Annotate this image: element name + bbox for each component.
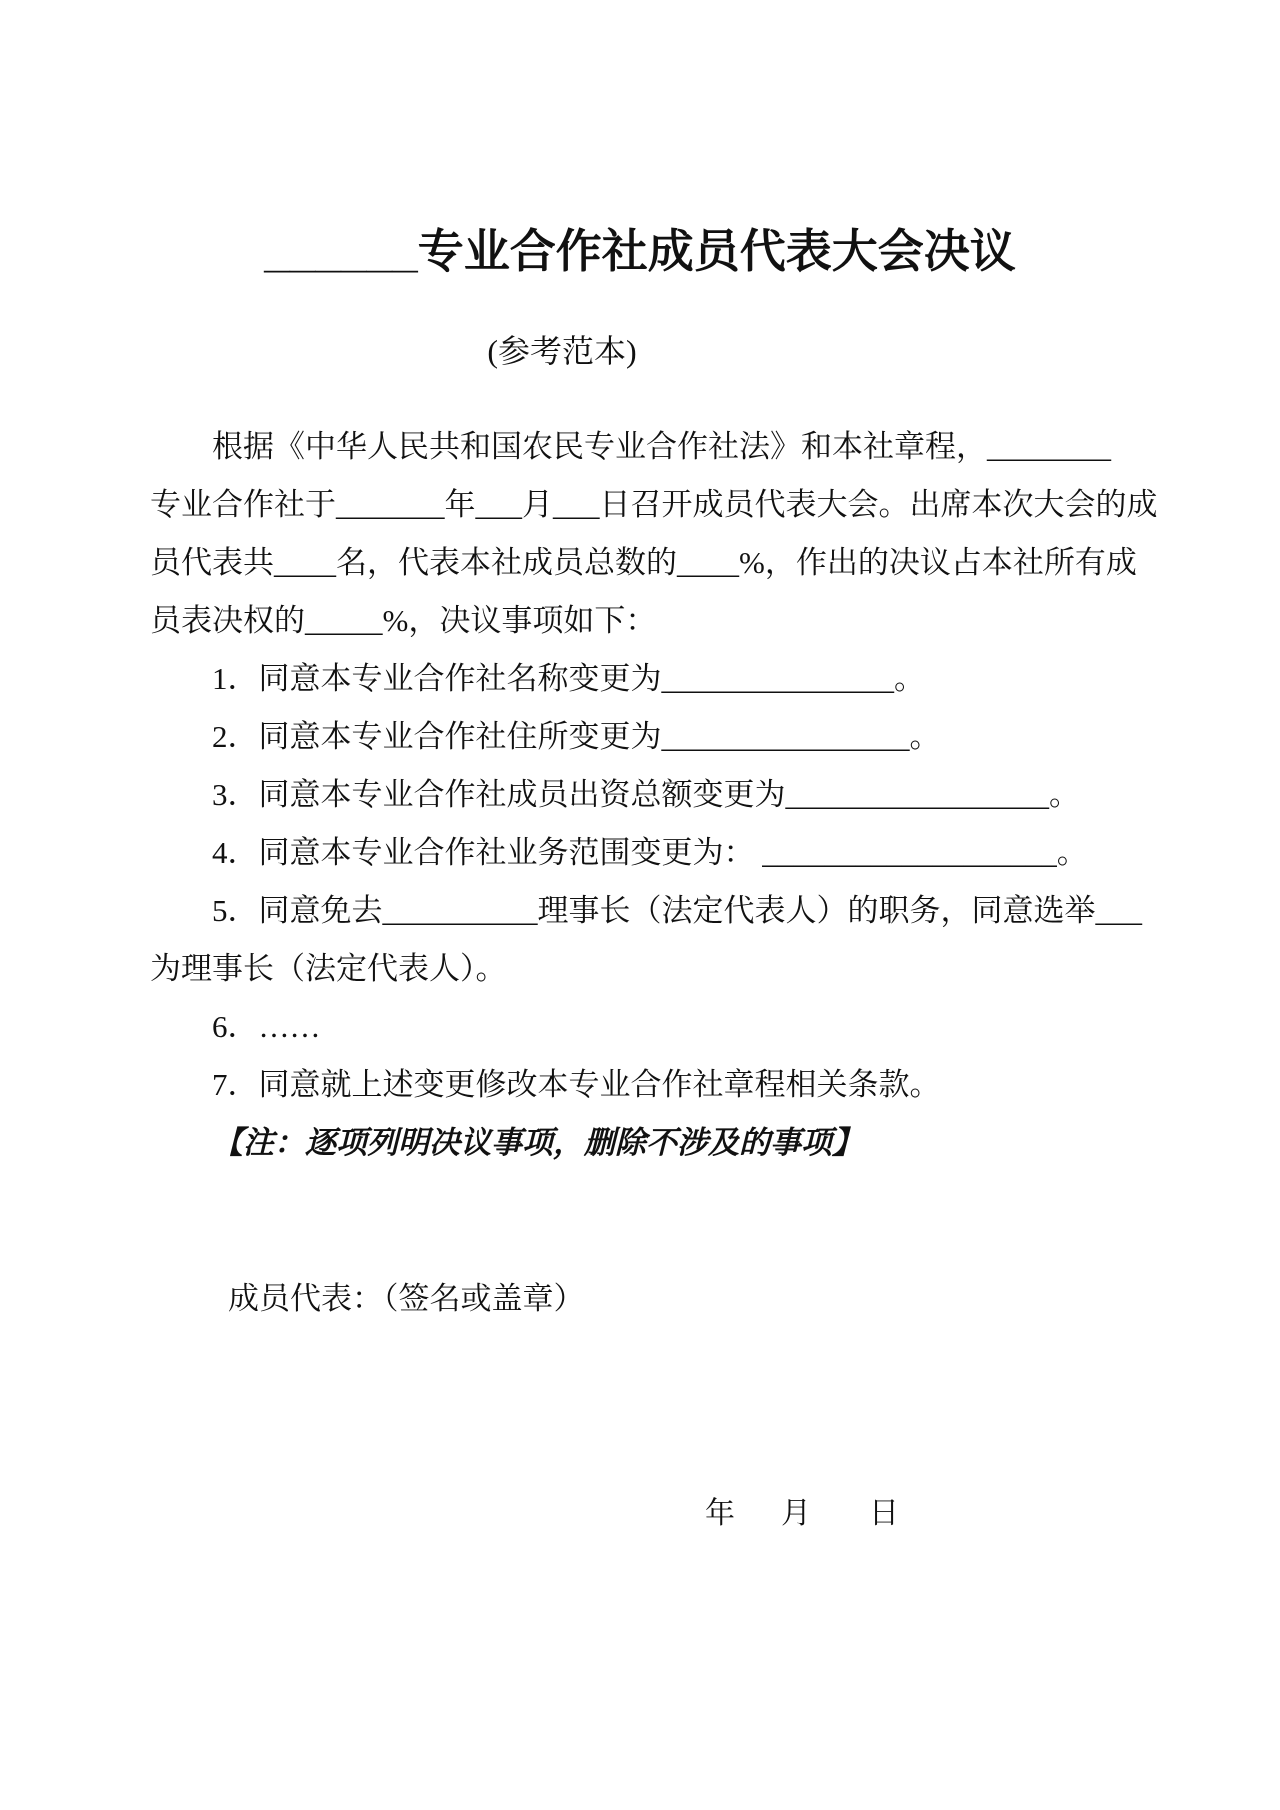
resolution-item-4: 4．同意本专业合作社业务范围变更为： ___________________。 [212,835,1088,870]
resolution-item-3: 3．同意本专业合作社成员出资总额变更为_________________。 [212,777,1080,812]
month-label: 月 [781,1497,811,1530]
body-line: 员表决权的_____%，决议事项如下： [150,603,657,638]
note-line: 【注：逐项列明决议事项，删除不涉及的事项】 [212,1125,863,1160]
page-subtitle: (参考范本) [487,333,637,369]
page-title [0,224,1280,278]
resolution-item-6: 6．…… [212,1009,321,1044]
signature-line: 成员代表：（签名或盖章） [228,1281,585,1316]
body-line: 专业合作社于_______年___月___日召开成员代表大会。出席本次大会的成 [150,487,1158,522]
resolution-item-5: 5．同意免去__________理事长（法定代表人）的职务，同意选举___ [212,893,1142,928]
title-text: 专业合作社成员代表大会决议 [417,225,1016,277]
day-label: 日 [869,1497,899,1530]
body-line: 员代表共____名，代表本社成员总数的____%，作出的决议占本社所有成 [150,545,1137,580]
document-body [150,418,1158,1172]
date-line [150,1492,899,1536]
resolution-item-1: 1．同意本专业合作社名称变更为_______________。 [212,661,925,696]
title-blank-line: ______ [264,225,418,277]
body-line: 根据《中华人民共和国农民专业合作社法》和本社章程，________ [212,429,1111,464]
year-label: 年 [705,1497,735,1530]
resolution-item-7: 7．同意就上述变更修改本专业合作社章程相关条款。 [212,1067,941,1102]
resolution-item-2: 2．同意本专业合作社住所变更为________________。 [212,719,941,754]
resolution-item-5-continued: 为理事长（法定代表人）。 [150,951,507,986]
